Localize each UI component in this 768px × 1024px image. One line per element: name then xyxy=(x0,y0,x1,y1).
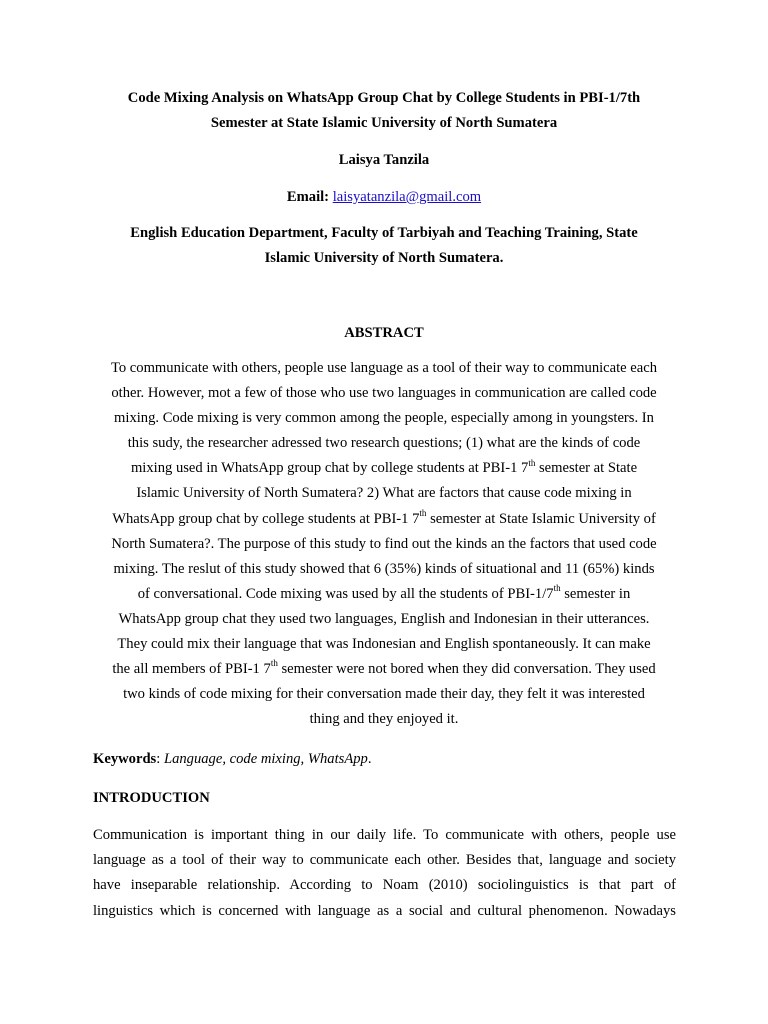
email-link[interactable]: laisyatanzila@gmail.com xyxy=(332,189,482,205)
introduction-line: language as a tool of their way to communicate each other. Besides that, language and society xyxy=(93,852,676,869)
abstract-line: two kinds of code mixing for their conversation made their day, they felt it was interested xyxy=(123,686,645,703)
keywords-line xyxy=(93,748,677,770)
abstract-text: semester in xyxy=(560,585,631,602)
title-line: Semester at State Islamic University of North Sumatera xyxy=(210,115,558,131)
keywords-separator: : xyxy=(156,751,164,767)
title-line: Code Mixing Analysis on WhatsApp Group Chat by College Students in PBI-1/7th xyxy=(127,90,641,106)
abstract-line: thing and they enjoyed it. xyxy=(309,711,459,728)
email-line xyxy=(92,185,676,210)
abstract-line xyxy=(88,657,680,682)
abstract-text: semester were not bored when they did conversation. They used xyxy=(277,661,656,678)
superscript: th xyxy=(553,582,561,593)
paper-title xyxy=(92,86,676,136)
abstract-line: this sudy, the researcher adressed two research questions; (1) what are the kinds of code xyxy=(127,435,641,452)
keywords-label: Keywords xyxy=(93,751,157,767)
abstract-line xyxy=(88,507,680,532)
abstract-text: semester at State Islamic University of xyxy=(426,510,656,527)
email-label: Email: xyxy=(286,189,330,205)
affiliation xyxy=(92,221,676,271)
introduction-line: have inseparable relationship. According to Noam (2010) sociolinguistics is that part of xyxy=(93,877,676,894)
abstract-line xyxy=(88,582,680,607)
superscript: th xyxy=(419,507,427,518)
abstract-line: mixing. The reslut of this study showed that 6 (35%) kinds of situational and 11 (65%) kinds xyxy=(113,560,655,577)
abstract-text: mixing used in WhatsApp group chat by college students at PBI-1 7 xyxy=(130,460,529,477)
superscript: th xyxy=(270,658,278,669)
affiliation-line: English Education Department, Faculty of Tarbiyah and Teaching Training, State xyxy=(130,225,638,241)
superscript: th xyxy=(528,457,536,468)
abstract-line: They could mix their language that was Indonesian and English spontaneously. It can make xyxy=(117,636,651,653)
abstract-text: semester at State xyxy=(535,460,638,477)
introduction-line: linguistics which is concerned with language as a social and cultural phenomenon. Nowadays xyxy=(93,902,676,919)
abstract-heading: ABSTRACT xyxy=(344,325,424,341)
introduction-body xyxy=(93,823,676,924)
affiliation-line: Islamic University of North Sumatera. xyxy=(264,250,504,266)
abstract-text: of conversational. Code mixing was used by all the students of PBI-1/7 xyxy=(137,585,554,602)
abstract-line: mixing. Code mixing is very common among the people, especially among in youngsters. In xyxy=(114,410,654,427)
abstract-line: other. However, mot a few of those who use two languages in communication are called code xyxy=(111,385,657,402)
keywords-end: . xyxy=(367,751,372,767)
abstract-text: WhatsApp group chat by college students at PBI-1 7 xyxy=(112,510,420,527)
introduction-line: Communication is important thing in our daily life. To communicate with others, people use xyxy=(93,827,676,843)
abstract-line: WhatsApp group chat they used two languages, English and Indonesian in their utterances. xyxy=(118,610,650,627)
keywords-text: Language, code mixing, WhatsApp xyxy=(163,751,368,767)
introduction-heading: INTRODUCTION xyxy=(93,790,210,806)
author-name: Laisya Tanzila xyxy=(338,152,430,168)
abstract-line: To communicate with others, people use language as a tool of their way to communicate each xyxy=(110,360,658,376)
abstract-body xyxy=(88,356,680,732)
abstract-line xyxy=(88,456,680,481)
abstract-text: the all members of PBI-1 7 xyxy=(112,661,271,678)
abstract-line: Islamic University of North Sumatera? 2) What are factors that cause code mixing in xyxy=(136,485,632,502)
abstract-line: North Sumatera?. The purpose of this study to find out the kinds an the factors that used code xyxy=(111,535,657,552)
